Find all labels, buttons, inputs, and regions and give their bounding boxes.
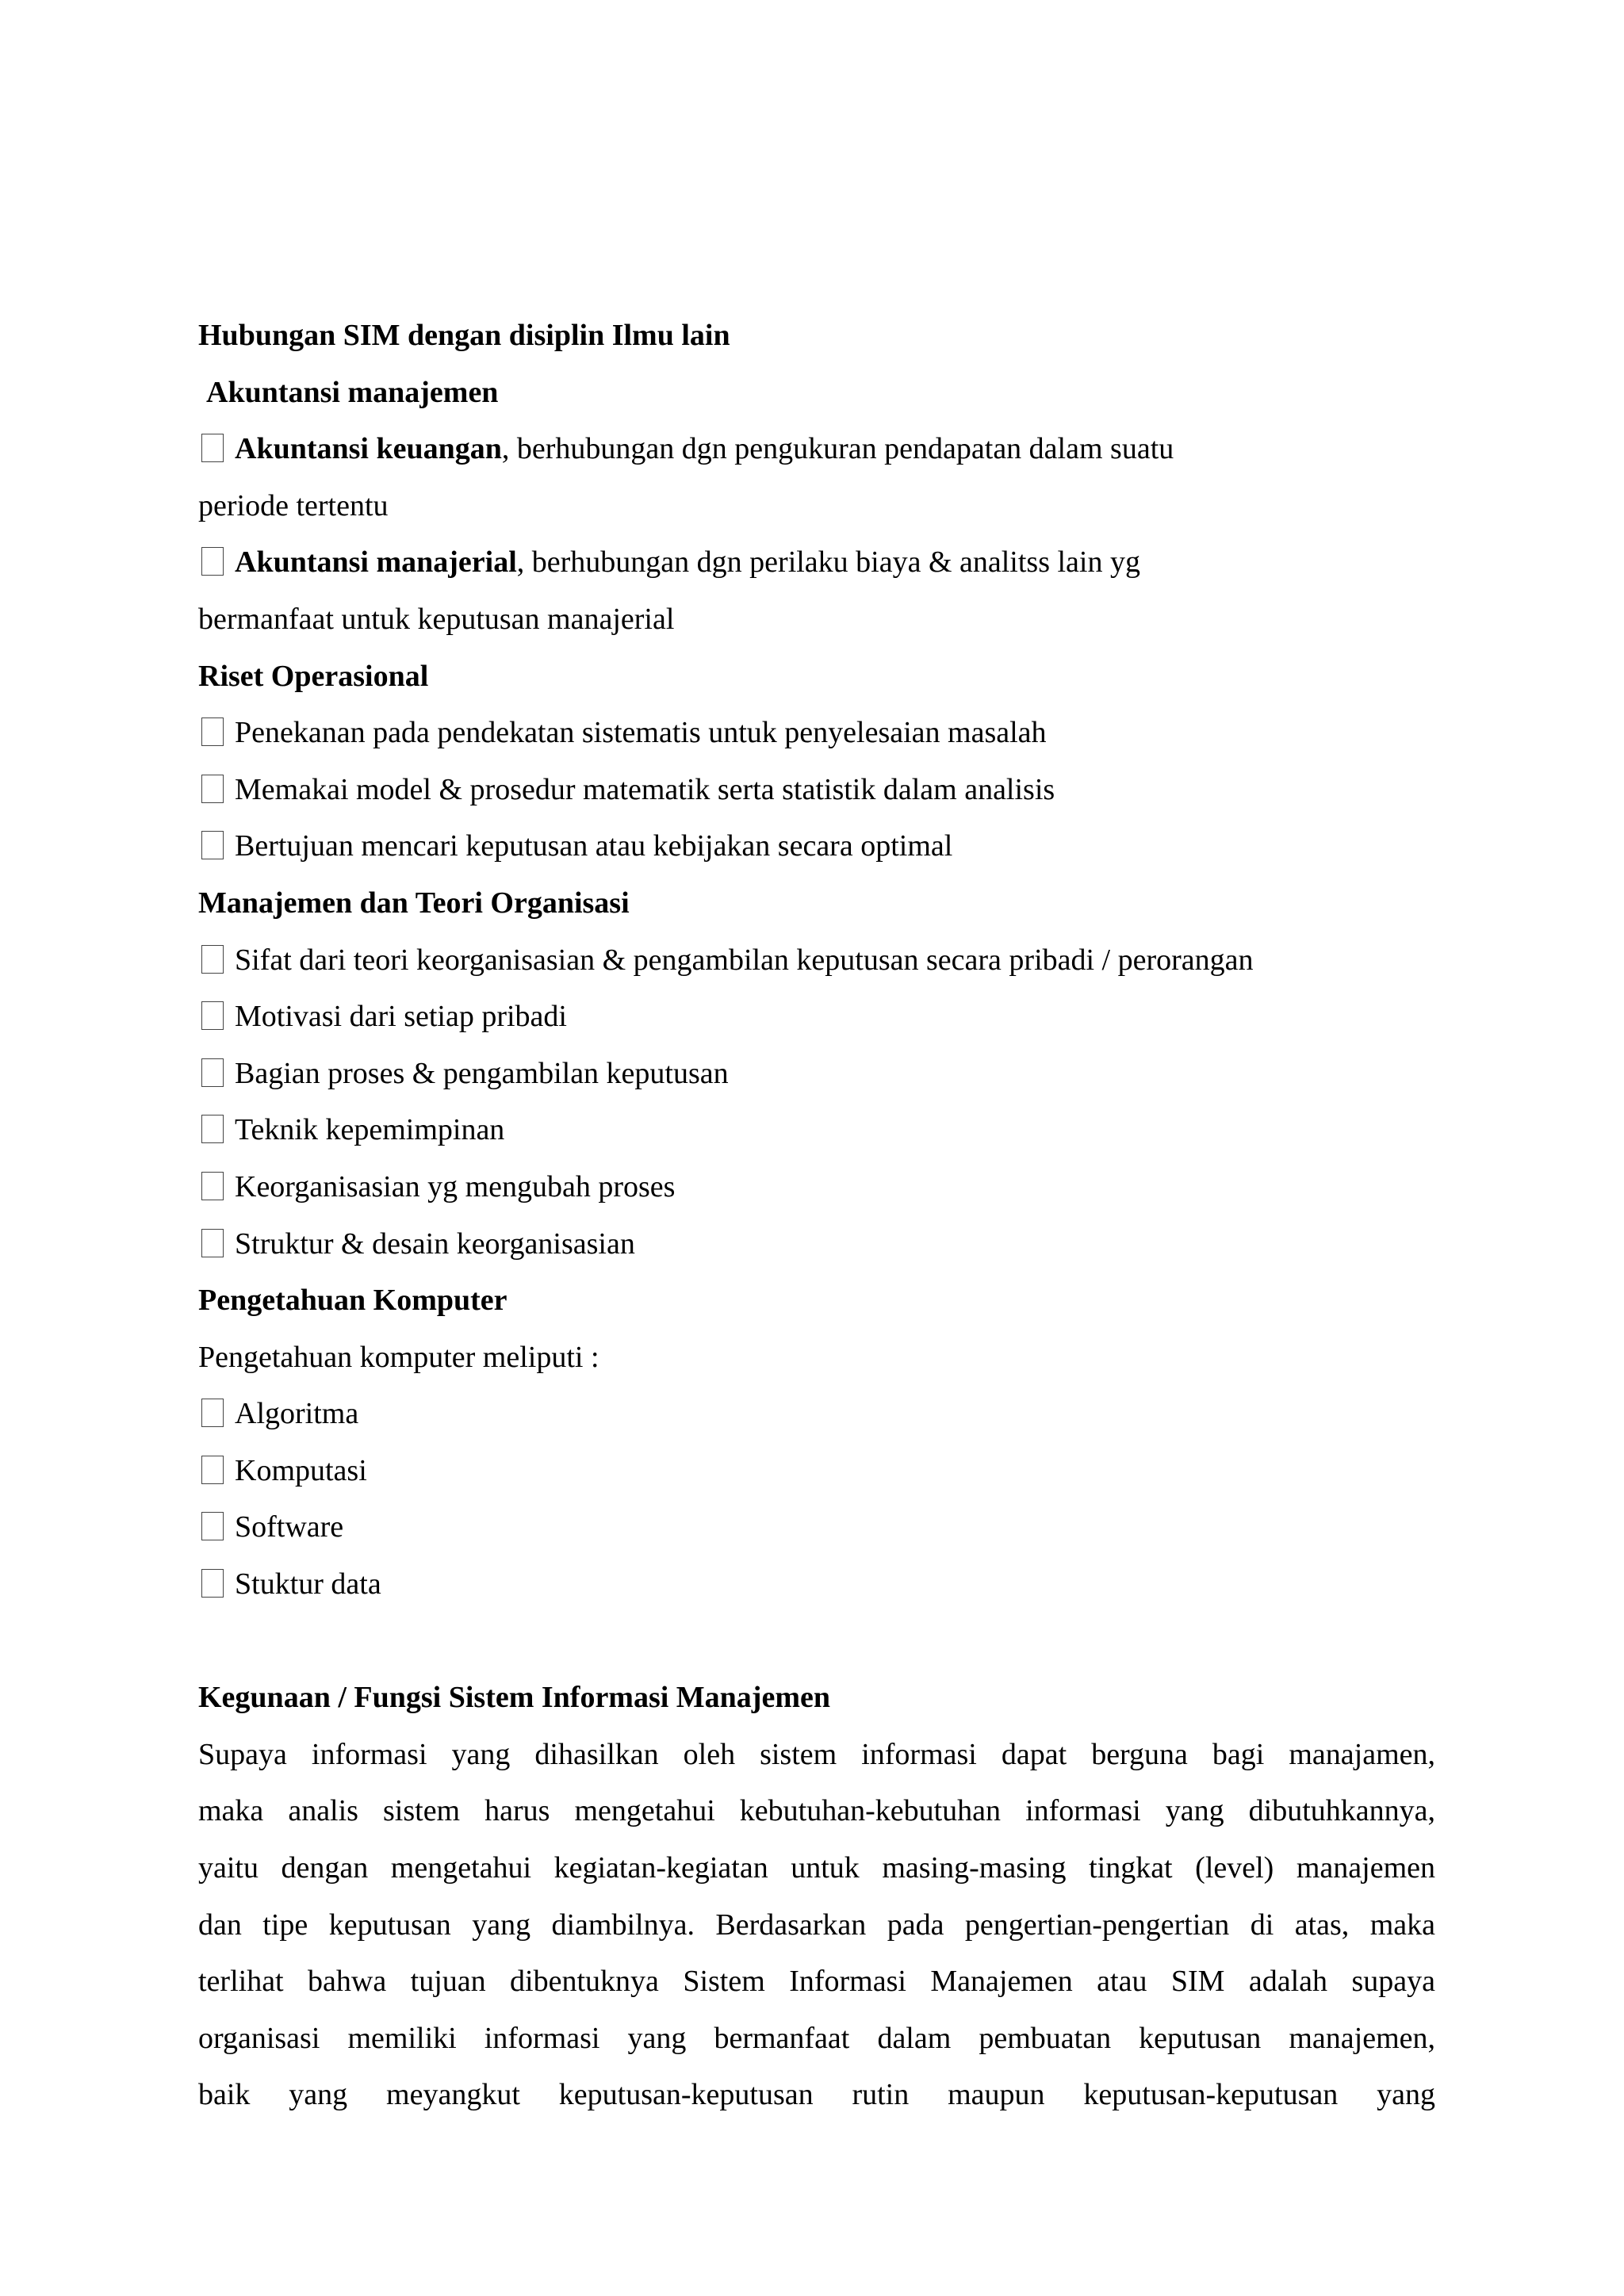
list-item: Memakai model & prosedur matematik serta statistik dalam analisis — [198, 762, 1435, 819]
kegunaan-line: baik yang meyangkut keputusan-keputusan rutin maupun keputusan-keputusan yang — [198, 2078, 1435, 2112]
bullet-box-icon — [201, 1512, 224, 1540]
section-spacer — [198, 1613, 1435, 1670]
list-item: Struktur & desain keorganisasian — [198, 1216, 1435, 1273]
list-item: Teknik kepemimpinan — [198, 1102, 1435, 1159]
heading-manajemen: Manajemen dan Teori Organisasi — [198, 886, 630, 920]
bullet-box-icon — [201, 547, 224, 576]
bullet-box-icon — [201, 1229, 224, 1257]
list-item: Komputasi — [198, 1443, 1435, 1500]
list-item: Akuntansi keuangan, berhubungan dgn pengukuran pendapatan dalam suatu — [198, 421, 1435, 478]
kegunaan-line: terlihat bahwa tujuan dibentuknya Sistem Informasi Manajemen atau SIM adalah supaya — [198, 1965, 1435, 1999]
bullet-box-icon — [201, 1569, 224, 1598]
bullet-box-icon — [201, 831, 224, 859]
list-item: Stuktur data — [198, 1556, 1435, 1613]
list-item-continuation: bermanfaat untuk keputusan manajerial — [198, 602, 675, 636]
document-page — [198, 308, 1435, 2124]
heading-komputer: Pengetahuan Komputer — [198, 1284, 508, 1318]
kegunaan-line: yaitu dengan mengetahui kegiatan-kegiatan untuk masing-masing tingkat (level) manajemen — [198, 1851, 1435, 1885]
bullet-box-icon — [201, 434, 224, 462]
bullet-box-icon — [201, 718, 224, 746]
komputer-intro: Pengetahuan komputer meliputi : — [198, 1340, 599, 1374]
list-item: Bagian proses & pengambilan keputusan — [198, 1046, 1435, 1103]
list-item: Akuntansi manajerial, berhubungan dgn perilaku biaya & analitss lain yg — [198, 534, 1435, 591]
heading-riset: Riset Operasional — [198, 659, 429, 693]
heading-akuntansi: Akuntansi manajemen — [206, 375, 499, 409]
bullet-box-icon — [201, 775, 224, 803]
bullet-box-icon — [201, 945, 224, 974]
bullet-box-icon — [201, 1058, 224, 1087]
list-item: Keorganisasian yg mengubah proses — [198, 1159, 1435, 1216]
heading-kegunaan: Kegunaan / Fungsi Sistem Informasi Manajemen — [198, 1681, 830, 1715]
list-item-continuation: periode tertentu — [198, 488, 389, 522]
kegunaan-line: Supaya informasi yang dihasilkan oleh sistem informasi dapat berguna bagi manajamen, — [198, 1737, 1435, 1771]
list-item: Sifat dari teori keorganisasian & pengambilan keputusan secara pribadi / perorangan — [198, 932, 1435, 989]
bullet-box-icon — [201, 1399, 224, 1427]
list-item: Motivasi dari setiap pribadi — [198, 989, 1435, 1046]
kegunaan-line: organisasi memiliki informasi yang bermanfaat dalam pembuatan keputusan manajemen, — [198, 2021, 1435, 2055]
bullet-box-icon — [201, 1172, 224, 1200]
kegunaan-line: dan tipe keputusan yang diambilnya. Berdasarkan pada pengertian-pengertian di atas, maka — [198, 1908, 1435, 1942]
bullet-box-icon — [201, 1115, 224, 1143]
list-item: Software — [198, 1499, 1435, 1556]
kegunaan-line: maka analis sistem harus mengetahui kebutuhan-kebutuhan informasi yang dibutuhkannya, — [198, 1794, 1435, 1828]
list-item: Bertujuan mencari keputusan atau kebijakan secara optimal — [198, 818, 1435, 875]
main-title: Hubungan SIM dengan disiplin Ilmu lain — [198, 319, 730, 352]
list-item: Penekanan pada pendekatan sistematis untuk penyelesaian masalah — [198, 705, 1435, 762]
bullet-box-icon — [201, 1001, 224, 1030]
list-item: Algoritma — [198, 1386, 1435, 1443]
bullet-box-icon — [201, 1456, 224, 1484]
